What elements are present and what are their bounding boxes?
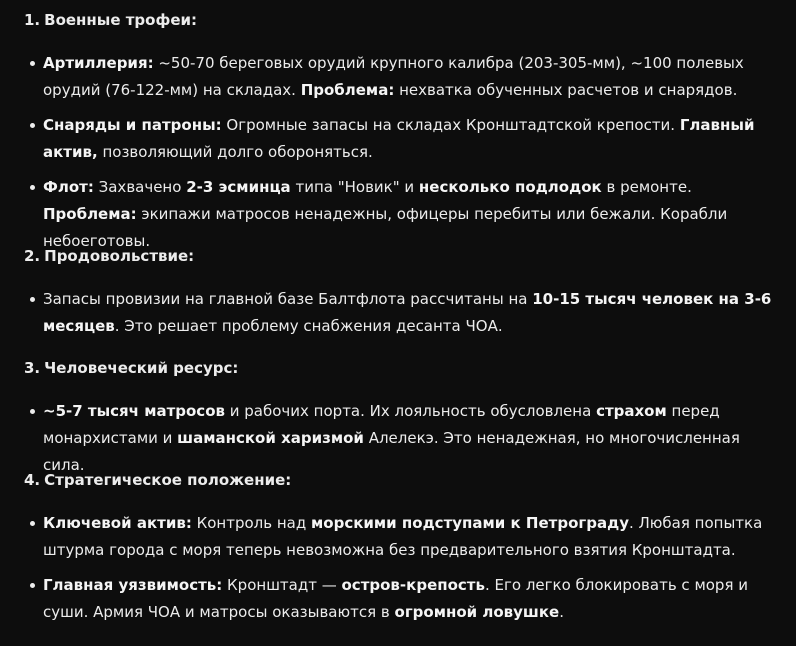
list-item (24, 510, 782, 564)
section-strategic-position (24, 467, 782, 494)
list-item (24, 286, 782, 340)
bold-text-segment: Артиллерия: (43, 54, 154, 72)
list-item-text (43, 290, 771, 335)
list-item (24, 572, 782, 626)
section-title: Военные трофеи: (44, 11, 198, 29)
section-title: Продовольствие: (44, 247, 195, 265)
section-heading (24, 7, 782, 34)
section-list (24, 50, 782, 250)
list-item (24, 174, 782, 250)
bold-text-segment: Главная уязвимость: (43, 576, 223, 594)
text-segment: экипажи матросов ненадежны, офицеры перебиты или бежали. Корабли небоеготовы. (43, 205, 728, 250)
list-item (24, 50, 782, 104)
text-segment: . Это решает проблему снабжения десанта ЧОА. (114, 317, 503, 335)
bold-text-segment: Проблема: (300, 81, 395, 99)
text-segment: типа "Новик" и (290, 178, 419, 196)
text-segment: ~50-70 береговых орудий крупного калибра (203-305-мм), ~100 полевых орудий (76-122-мм) на складах. (43, 54, 744, 99)
text-segment: Захвачено (93, 178, 187, 196)
section-human-resources (24, 355, 782, 382)
section-heading (24, 467, 782, 494)
text-segment: позволяющий долго обороняться. (97, 143, 373, 161)
bold-text-segment: Ключевой актив: (43, 514, 192, 532)
section-list (24, 286, 782, 340)
text-segment: Алелекэ. Это ненадежная, но многочисленная сила. (43, 429, 740, 474)
section-number: 4. (24, 471, 41, 489)
section-number: 2. (24, 247, 41, 265)
text-segment: в ремонте. (601, 178, 692, 196)
list-item-text (43, 402, 740, 474)
list-item-text (43, 54, 744, 99)
bullet-icon (30, 409, 35, 414)
section-title: Человеческий ресурс: (44, 359, 239, 377)
section-heading (24, 355, 782, 382)
list-item-text (43, 514, 762, 559)
text-segment: нехватка обученных расчетов и снарядов. (394, 81, 738, 99)
bold-text-segment: 10-15 тысяч человек на 3-6 месяцев (43, 290, 772, 335)
text-segment: перед монархистами и (43, 402, 720, 447)
bold-text-segment: Снаряды и патроны: (43, 116, 222, 134)
text-segment: . Любая попытка штурма города с моря теперь невозможна без предварительного взятия Кронштадта. (43, 514, 763, 559)
bullet-icon (30, 185, 35, 190)
bullet-icon (30, 61, 35, 66)
bullet-icon (30, 521, 35, 526)
text-segment: Запасы провизии на главной базе Балтфлота рассчитаны на (43, 290, 533, 308)
bullet-icon (30, 297, 35, 302)
list-item-text (43, 116, 754, 161)
bold-text-segment: морскими подступами к Петрограду (311, 514, 629, 532)
text-segment: Кронштадт — (222, 576, 342, 594)
text-segment: и рабочих порта. Их лояльность обусловлена (225, 402, 597, 420)
bold-text-segment: ~5-7 тысяч матросов (43, 402, 225, 420)
section-number: 1. (24, 11, 41, 29)
bullet-icon (30, 583, 35, 588)
text-segment: . Его легко блокировать с моря и суши. Армия ЧОА и матросы оказываются в (43, 576, 748, 621)
list-item (24, 398, 782, 474)
bold-text-segment: страхом (596, 402, 667, 420)
bullet-icon (30, 123, 35, 128)
list-item-text (43, 576, 748, 621)
bold-text-segment: остров-крепость (341, 576, 485, 594)
list-item-text (43, 178, 727, 250)
bold-text-segment: Главный актив, (43, 116, 755, 161)
section-title: Стратегическое положение: (44, 471, 292, 489)
bold-text-segment: Проблема: (43, 205, 137, 223)
bold-text-segment: Флот: (43, 178, 94, 196)
bold-text-segment: несколько подлодок (418, 178, 602, 196)
text-segment: Контроль над (191, 514, 312, 532)
bold-text-segment: 2-3 эсминца (186, 178, 291, 196)
section-list (24, 398, 782, 474)
text-segment: Огромные запасы на складах Кронштадтской крепости. (221, 116, 680, 134)
bold-text-segment: огромной ловушке (394, 603, 560, 621)
text-segment: . (559, 603, 564, 621)
section-list (24, 510, 782, 626)
section-military-trophies (24, 7, 782, 34)
bold-text-segment: шаманской харизмой (177, 429, 364, 447)
section-number: 3. (24, 359, 41, 377)
list-item (24, 112, 782, 166)
